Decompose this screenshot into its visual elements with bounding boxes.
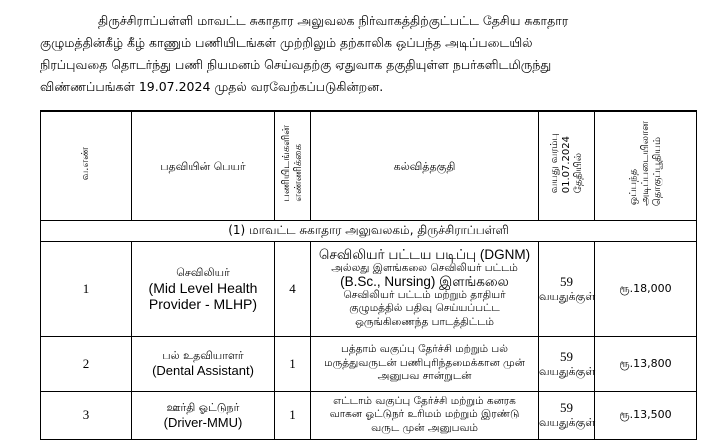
row-age: 59 வயதுக்குள்: [539, 391, 595, 439]
row-qualification: பத்தாம் வகுப்பு தேர்ச்சி மற்றும் பல் மருத்துவருடன் பணிபுரிந்தமைக்கான முன் அனுபவ சான்றுடன்: [311, 336, 539, 391]
header-age: வயது வரம்பு01.07.2024தேதியில்: [539, 111, 595, 220]
row-salary: ரூ.18,000: [595, 241, 697, 336]
intro-line-2: குழுமத்தின்கீழ் கீழ் காணும் பணியிடங்கள் முற்றிலும் தற்காலிக ஒப்பந்த அடிப்படையில்: [40, 35, 533, 50]
vacancy-table: [40, 110, 697, 440]
intro-line-3: நிரப்புவதை தொடர்ந்து பணி நியமனம் செய்வதற்கு ஏதுவாக தகுதியுள்ள நபர்களிடமிருந்து: [40, 57, 552, 72]
row-salary: ரூ.13,800: [595, 336, 697, 391]
header-salary: ஒப்பந்தஅடிப்படையிலானதொகுப்பூதியம்: [595, 111, 697, 220]
header-sno: வ.எண்: [41, 111, 132, 220]
row-vacancies: 1: [275, 391, 311, 439]
row-vacancies: 4: [275, 241, 311, 336]
table-row: [41, 241, 697, 336]
row-post: செவிலியர் (Mid Level Health Provider - MLHP): [132, 241, 275, 336]
header-post: பதவியின் பெயர்: [132, 111, 275, 220]
intro-line-4: விண்ணப்பங்கள் 19.07.2024 முதல் வரவேற்கப்படுகின்றன.: [40, 79, 384, 94]
section-row: [41, 220, 697, 241]
row-sno: 3: [41, 391, 132, 439]
row-post: ஊர்தி ஓட்டுநர் (Driver-MMU): [132, 391, 275, 439]
row-age: 59 வயதுக்குள்: [539, 336, 595, 391]
row-qualification: எட்டாம் வகுப்பு தேர்ச்சி மற்றும் கனரக வாகன ஓட்டுநர் உரிமம் மற்றும் இரண்டு வருட முன் அனுபவம்: [311, 391, 539, 439]
row-sno: 2: [41, 336, 132, 391]
row-salary: ரூ.13,500: [595, 391, 697, 439]
row-age: 59 வயதுக்குள்: [539, 241, 595, 336]
table-row: [41, 336, 697, 391]
header-vacancies: பணியிடங்களின்எண்ணிக்கை: [275, 111, 311, 220]
intro-line-1: திருச்சிராப்பள்ளி மாவட்ட சுகாதார அலுவலக நிர்வாகத்திற்குட்பட்ட தேசிய சுகாதார: [98, 13, 569, 28]
table-header-row: [41, 111, 697, 220]
row-qualification: செவிலியர் பட்டய படிப்பு (DGNM) அல்லது இளங்கலை செவிலியர் பட்டம் (B.Sc., Nursing) இளங்கலை செவிலியர் பட்டம் மற்றும் தாதியர் குழுமத்தில் பதிவு செய்யப்பட்ட ஒருங்கிணைந்த பாடத்திட்டம்: [311, 241, 539, 336]
row-sno: 1: [41, 241, 132, 336]
section-title: (1) மாவட்ட சுகாதார அலுவலகம், திருச்சிராப்பள்ளி: [41, 220, 697, 241]
header-qualification: கல்வித்தகுதி: [311, 111, 539, 220]
row-post: பல் உதவியாளர் (Dental Assistant): [132, 336, 275, 391]
row-vacancies: 1: [275, 336, 311, 391]
